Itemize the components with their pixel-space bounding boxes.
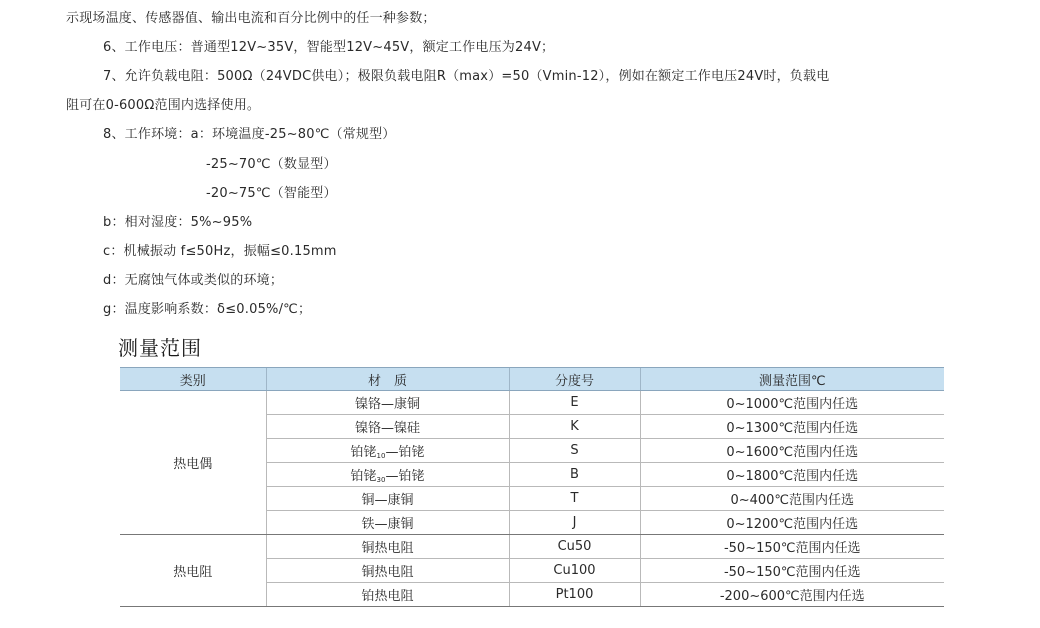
range-cell: 0~1000℃范围内任选 bbox=[640, 391, 944, 415]
table-row bbox=[120, 535, 944, 559]
range-cell: 0~1200℃范围内任选 bbox=[640, 511, 944, 535]
material-subscript: 30 bbox=[376, 476, 386, 484]
material-cell: 镍铬—康铜 bbox=[266, 391, 509, 415]
range-cell: 0~1600℃范围内任选 bbox=[640, 439, 944, 463]
header-code: 分度号 bbox=[509, 368, 640, 391]
material-cell bbox=[266, 439, 509, 463]
material-subscript: 10 bbox=[376, 452, 386, 460]
measurement-range-table bbox=[120, 367, 944, 607]
paragraph-line: c：机械振动 f≤50Hz，振幅≤0.15mm bbox=[103, 244, 337, 259]
material-cell: 铜—康铜 bbox=[266, 487, 509, 511]
header-range: 测量范围℃ bbox=[640, 368, 944, 391]
paragraph-line: b：相对湿度：5%~95% bbox=[103, 215, 253, 230]
material-main: 铂铑 bbox=[350, 445, 377, 460]
code-cell: Cu100 bbox=[509, 559, 640, 583]
range-cell: 0~1800℃范围内任选 bbox=[640, 463, 944, 487]
paragraph-line: 6、工作电压：普通型12V~35V，智能型12V~45V，额定工作电压为24V； bbox=[103, 40, 555, 55]
material-cell: 铁—康铜 bbox=[266, 511, 509, 535]
code-cell: T bbox=[509, 487, 640, 511]
material-rest: —铂铑 bbox=[385, 445, 425, 460]
section-title: 测量范围 bbox=[118, 336, 202, 360]
header-material: 材 质 bbox=[266, 368, 509, 391]
paragraph-line: 8、工作环境：a：环境温度-25~80℃（常规型） bbox=[103, 127, 396, 142]
code-cell: S bbox=[509, 439, 640, 463]
material-cell: 镍铬—镍硅 bbox=[266, 415, 509, 439]
code-cell: K bbox=[509, 415, 640, 439]
material-cell: 铜热电阻 bbox=[266, 559, 509, 583]
paragraph-line: 阻可在0-600Ω范围内选择使用。 bbox=[66, 98, 261, 113]
range-cell: 0~400℃范围内任选 bbox=[640, 487, 944, 511]
paragraph-line: -25~70℃（数显型） bbox=[206, 157, 337, 172]
paragraph-line: g：温度影响系数：δ≤0.05%/℃； bbox=[103, 302, 312, 317]
material-cell: 铜热电阻 bbox=[266, 535, 509, 559]
material-cell: 铂热电阻 bbox=[266, 583, 509, 607]
paragraph-line: 7、允许负载电阻：500Ω（24VDC供电）；极限负载电阻R（max）=50（Vmin-12），例如在额定工作电压24V时，负载电 bbox=[103, 69, 830, 84]
header-category: 类别 bbox=[120, 368, 266, 391]
category-cell: 热电阻 bbox=[120, 535, 266, 607]
material-rest: —铂铑 bbox=[385, 469, 425, 484]
paragraph-line: d：无腐蚀气体或类似的环境； bbox=[103, 273, 284, 288]
table-row bbox=[120, 391, 944, 415]
code-cell: E bbox=[509, 391, 640, 415]
material-main: 铂铑 bbox=[350, 469, 377, 484]
code-cell: J bbox=[509, 511, 640, 535]
material-cell bbox=[266, 463, 509, 487]
category-cell: 热电偶 bbox=[120, 391, 266, 535]
table-header-row bbox=[120, 368, 944, 391]
range-cell: -50~150℃范围内任选 bbox=[640, 559, 944, 583]
paragraph-line: 示现场温度、传感器值、输出电流和百分比例中的任一种参数； bbox=[66, 11, 436, 26]
code-cell: B bbox=[509, 463, 640, 487]
range-cell: 0~1300℃范围内任选 bbox=[640, 415, 944, 439]
range-cell: -200~600℃范围内任选 bbox=[640, 583, 944, 607]
paragraph-line: -20~75℃（智能型） bbox=[206, 186, 337, 201]
code-cell: Cu50 bbox=[509, 535, 640, 559]
range-cell: -50~150℃范围内任选 bbox=[640, 535, 944, 559]
code-cell: Pt100 bbox=[509, 583, 640, 607]
